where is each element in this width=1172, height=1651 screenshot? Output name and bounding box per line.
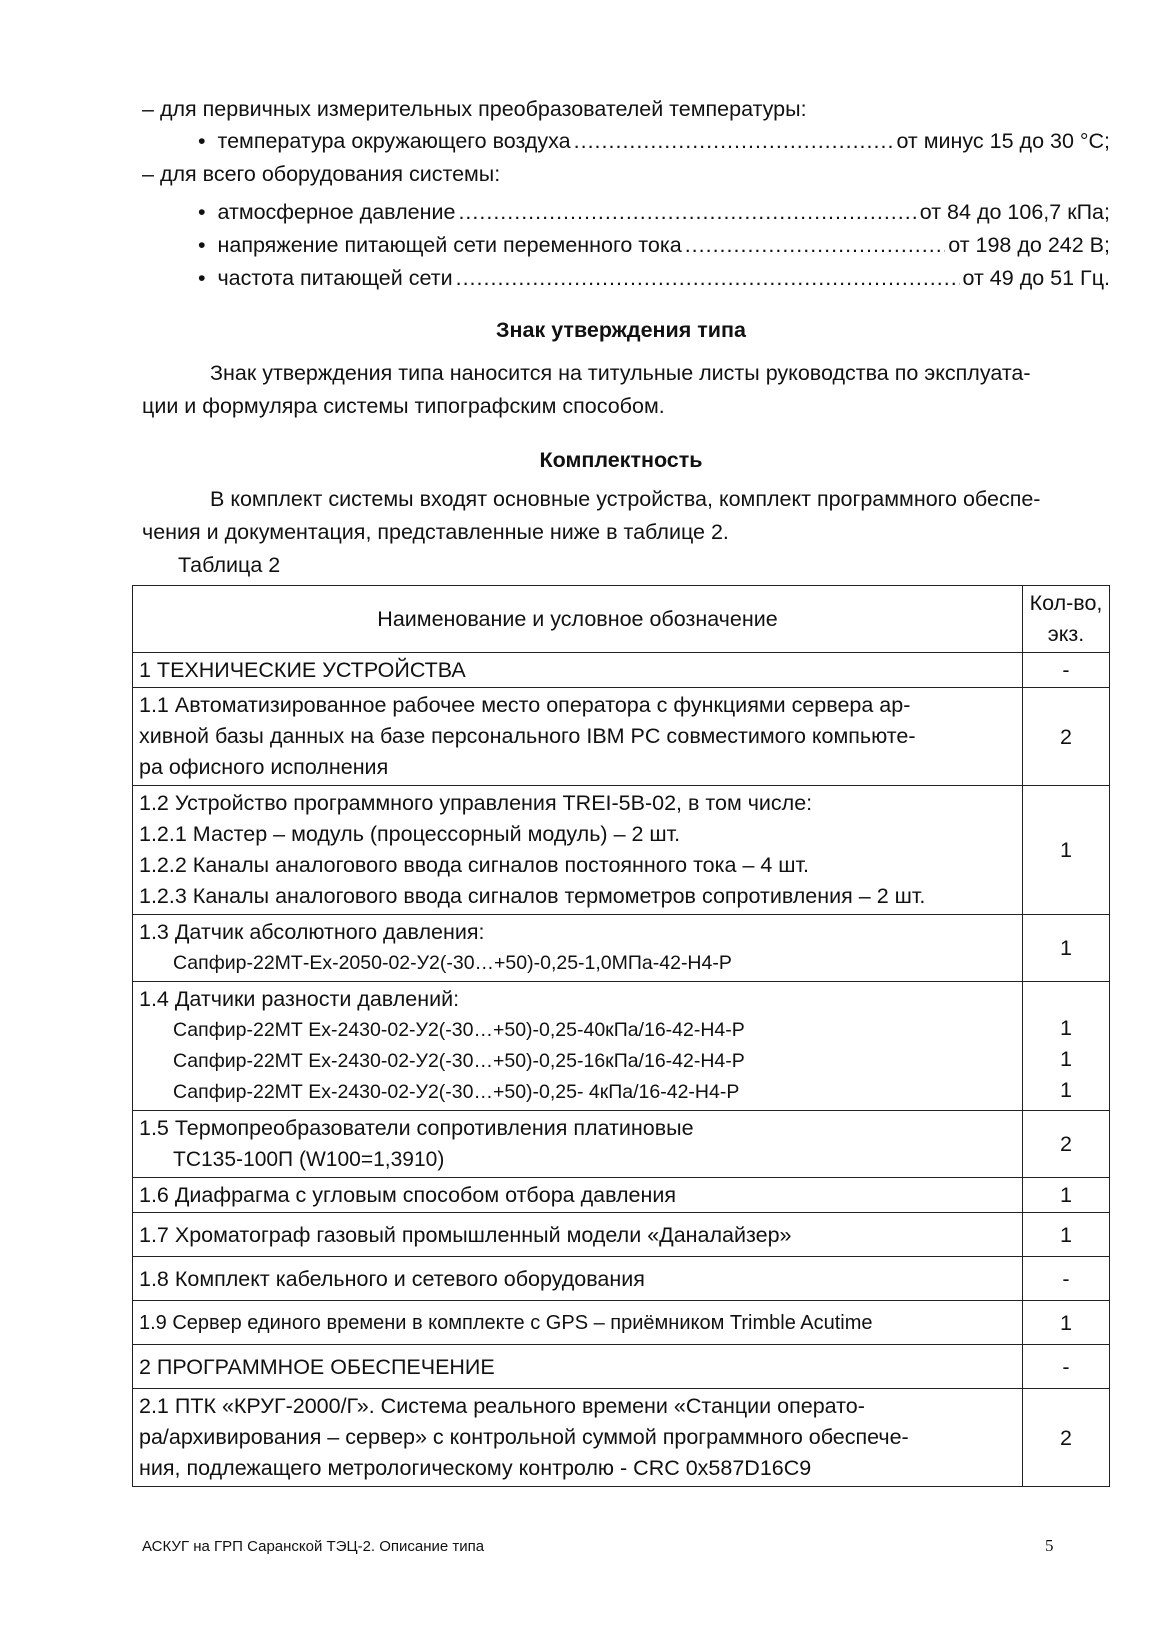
approval-heading: Знак утверждения типа xyxy=(496,318,746,342)
row-text: 1.5 Термопреобразователи сопротивления платиновые xyxy=(139,1116,694,1140)
table-row xyxy=(133,786,1110,915)
group2-label: для всего оборудования системы: xyxy=(159,162,501,186)
row-name-cell: 2 ПРОГРАММНОЕ ОБЕСПЕЧЕНИЕ xyxy=(133,1345,1023,1389)
condition-value: от минус 15 до 30 °С; xyxy=(896,129,1110,153)
table-row xyxy=(133,1213,1110,1257)
approval-text-line-1: Знак утверждения типа наносится на титульные листы руководства по эксплуата- xyxy=(210,361,1031,385)
row-text: хивной базы данных на базе персонального IBM PC совместимого компьюте- xyxy=(139,724,916,748)
condition-item xyxy=(198,264,1110,292)
row-qty-value: 1 xyxy=(1060,1047,1072,1071)
row-subtext: Сапфир-22МТ Ех-2430-02-У2(-30…+50)-0,25-40кПа/16-42-Н4-Р xyxy=(173,1019,745,1041)
row-qty-cell: 1 xyxy=(1023,1213,1110,1257)
row-qty-cell: 2 xyxy=(1023,1111,1110,1178)
row-text: 1.2.2 Каналы аналогового ввода сигналов постоянного тока – 4 шт. xyxy=(139,853,809,877)
row-name-cell xyxy=(133,688,1023,786)
row-qty-cell: 1 xyxy=(1023,915,1110,982)
condition-item xyxy=(198,231,1110,259)
completeness-text-line-2: чения и документация, представленные ниже в таблице 2. xyxy=(142,520,729,544)
condition-value: от 49 до 51 Гц. xyxy=(962,266,1110,290)
row-qty-cell: 2 xyxy=(1023,688,1110,786)
row-name-cell xyxy=(133,653,1023,688)
row-text: ра офисного исполнения xyxy=(139,755,389,779)
equipment-table xyxy=(132,585,1110,1487)
table-row xyxy=(133,1301,1110,1345)
condition-item xyxy=(198,198,1110,226)
condition-value: от 84 до 106,7 кПа; xyxy=(919,200,1110,224)
row-subtext: ТС135-100П (W100=1,3910) xyxy=(173,1148,445,1171)
row-subtext: Сапфир-22МТ-Ех-2050-02-У2(-30…+50)-0,25-1,0МПа-42-Н4-Р xyxy=(173,952,732,974)
table-row xyxy=(133,1345,1110,1389)
table-caption: Таблица 2 xyxy=(178,553,281,577)
completeness-heading: Комплектность xyxy=(539,448,703,472)
table-row xyxy=(133,1257,1110,1301)
dash-marker: – xyxy=(142,162,160,186)
row-qty-cell: - xyxy=(1023,1257,1110,1301)
table-row xyxy=(133,982,1110,1111)
condition-name: атмосферное давление xyxy=(217,200,456,224)
header-qty-line-2: экз. xyxy=(1047,622,1085,646)
table-row xyxy=(133,915,1110,982)
header-name-cell: Наименование и условное обозначение xyxy=(133,586,1023,653)
row-name-cell xyxy=(133,1111,1023,1178)
group1-line xyxy=(142,95,807,123)
approval-text-line-2: ции и формуляра системы типографским способом. xyxy=(142,394,665,418)
row-text: 2.1 ПТК «КРУГ-2000/Г». Система реального времени «Станции операто- xyxy=(139,1394,865,1418)
bullet-icon: • xyxy=(198,129,218,153)
row-text: ния, подлежащего метрологическому контролю - CRC 0x587D16C9 xyxy=(139,1456,812,1480)
row-subtext: Сапфир-22МТ Ех-2430-02-У2(-30…+50)-0,25- 4кПа/16-42-Н4-Р xyxy=(173,1081,740,1103)
table-row xyxy=(133,688,1110,786)
header-qty-cell xyxy=(1023,586,1110,653)
row-text: 1.4 Датчики разности давлений: xyxy=(139,987,460,1011)
row-qty-cell: - xyxy=(1023,653,1110,688)
row-qty-cell: 1 xyxy=(1023,1178,1110,1213)
row-qty-value: 1 xyxy=(1060,1078,1072,1102)
leader-dots xyxy=(456,264,960,292)
row-qty-cell: 1 xyxy=(1023,1301,1110,1345)
row-text: 1.2.1 Мастер – модуль (процессорный модуль) – 2 шт. xyxy=(139,822,681,846)
bullet-icon: • xyxy=(198,200,218,224)
table-row xyxy=(133,653,1110,688)
row-qty-cell: - xyxy=(1023,1345,1110,1389)
dash-marker: – xyxy=(142,97,160,121)
group2-line xyxy=(142,160,500,188)
leader-dots xyxy=(458,198,916,226)
table-header-row xyxy=(133,586,1110,653)
row-text: 1.2 Устройство программного управления TREI-5B-02, в том числе: xyxy=(139,791,813,815)
group1-label: для первичных измерительных преобразователей температуры: xyxy=(159,97,807,121)
page-number: 5 xyxy=(1045,1536,1054,1555)
header-qty-line-1: Кол-во, xyxy=(1029,591,1103,615)
completeness-text-line-1: В комплект системы входят основные устройства, комплект программного обеспе- xyxy=(210,487,1041,511)
row-text: 1.2.3 Каналы аналогового ввода сигналов термометров сопротивления – 2 шт. xyxy=(139,884,926,908)
row-qty-cell: 2 xyxy=(1023,1389,1110,1487)
footer-document-title: АСКУГ на ГРП Саранской ТЭЦ-2. Описание типа xyxy=(142,1538,485,1555)
condition-name: частота питающей сети xyxy=(217,266,453,290)
table-row xyxy=(133,1389,1110,1487)
row-name-cell xyxy=(133,1389,1023,1487)
condition-value: от 198 до 242 В; xyxy=(948,233,1110,257)
row-name-cell: 1.9 Сервер единого времени в комплекте с GPS – приёмником Trimble Acutime xyxy=(133,1301,1023,1345)
row-name-cell xyxy=(133,915,1023,982)
row-text: 1.1 Автоматизированное рабочее место оператора с функциями сервера ар- xyxy=(139,693,911,717)
condition-item xyxy=(198,127,1110,155)
row-text: 1 ТЕХНИЧЕСКИЕ УСТРОЙСТВА xyxy=(139,658,466,682)
row-name-cell: 1.8 Комплект кабельного и сетевого оборудования xyxy=(133,1257,1023,1301)
row-name-cell: 1.7 Хроматограф газовый промышленный модели «Даналайзер» xyxy=(133,1213,1023,1257)
row-text: ра/архивирования – сервер» с контрольной суммой программного обеспече- xyxy=(139,1425,909,1449)
table-row xyxy=(133,1111,1110,1178)
row-subtext: Сапфир-22МТ Ех-2430-02-У2(-30…+50)-0,25-16кПа/16-42-Н4-Р xyxy=(173,1050,745,1072)
condition-name: напряжение питающей сети переменного тока xyxy=(217,233,682,257)
row-name-cell xyxy=(133,786,1023,915)
condition-name: температура окружающего воздуха xyxy=(217,129,571,153)
row-qty-cell: 1 xyxy=(1023,786,1110,915)
bullet-icon: • xyxy=(198,233,218,257)
row-qty-value: 1 xyxy=(1060,1016,1072,1040)
row-qty-cell xyxy=(1023,982,1110,1111)
bullet-icon: • xyxy=(198,266,218,290)
row-text: 1.3 Датчик абсолютного давления: xyxy=(139,920,485,944)
row-name-cell: 1.6 Диафрагма с угловым способом отбора давления xyxy=(133,1178,1023,1213)
leader-dots xyxy=(685,231,946,259)
leader-dots xyxy=(574,127,894,155)
row-name-cell xyxy=(133,982,1023,1111)
table-row xyxy=(133,1178,1110,1213)
